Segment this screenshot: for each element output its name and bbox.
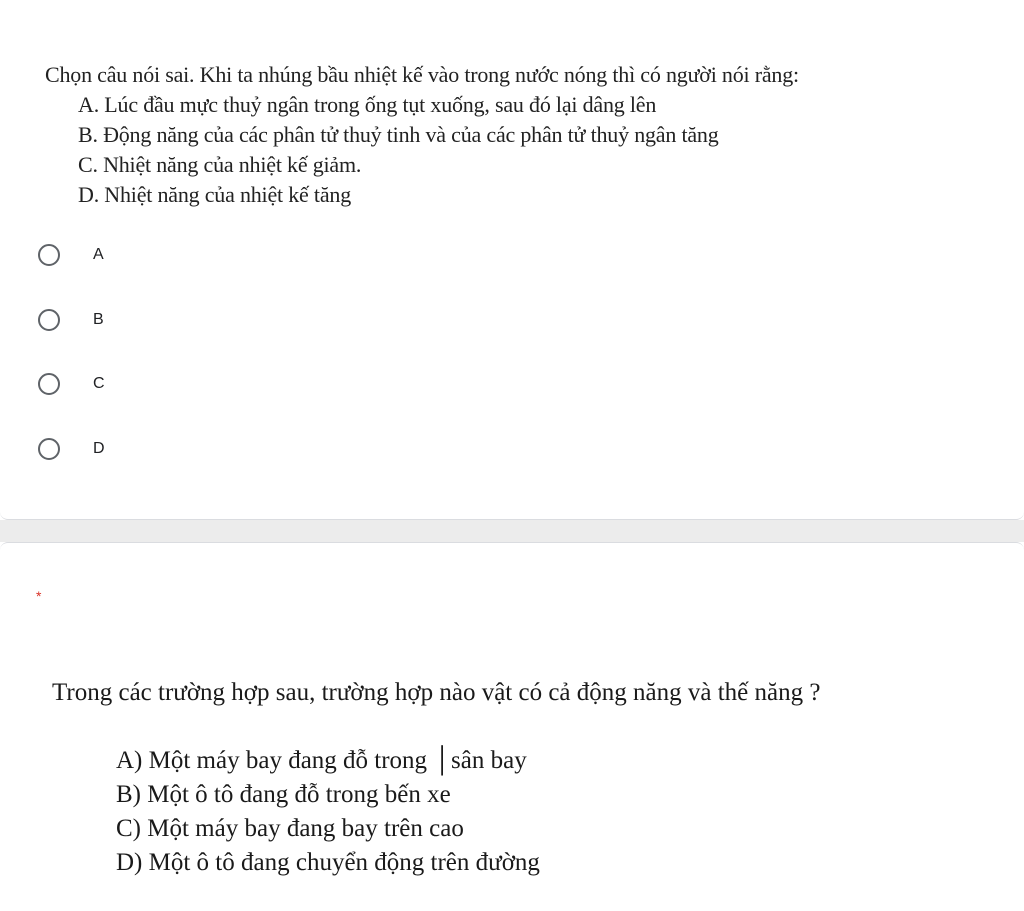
choice-label-a: A [93,246,104,264]
choice-label-c: C [93,375,105,393]
question-2-image-options [116,744,540,880]
question-1-prompt: Chọn câu nói sai. Khi ta nhúng bầu nhiệt kế vào trong nước nóng thì có người nói rằng: [45,62,799,87]
question-1-statement-c: C. Nhiệt năng của nhiệt kế giảm. [78,152,362,177]
required-marker: * [36,588,42,604]
radio-button-a[interactable] [38,244,60,266]
radio-button-d[interactable] [38,438,60,460]
question-1-choices [38,238,338,496]
choice-d[interactable] [38,432,338,497]
question-2-option-d: D) Một ô tô đang chuyển động trên đường [116,849,540,876]
card-divider [0,520,1024,542]
question-2-option-c: C) Một máy bay đang bay trên cao [116,815,464,842]
question-2-prompt: Trong các trường hợp sau, trường hợp nào vật có cả động năng và thế năng ? [52,679,821,706]
radio-button-b[interactable] [38,309,60,331]
question-2-option-b: B) Một ô tô đang đỗ trong bến xe [116,781,451,808]
choice-a[interactable] [38,238,338,303]
question-1-statement-b: B. Động năng của các phân tử thuỷ tinh và của các phân tử thuỷ ngân tăng [78,122,719,147]
choice-label-b: B [93,310,104,328]
choice-label-d: D [93,439,105,457]
question-1-statement-d: D. Nhiệt năng của nhiệt kế tăng [78,182,351,207]
radio-button-c[interactable] [38,373,60,395]
question-2-option-a: A) Một máy bay đang đỗ trong │sân bay [116,747,527,774]
choice-b[interactable] [38,303,338,368]
question-1-statement-a: A. Lúc đầu mực thuỷ ngân trong ống tụt xuống, sau đó lại dâng lên [78,92,657,117]
question-1-image-text [45,60,1005,210]
choice-c[interactable] [38,367,338,432]
